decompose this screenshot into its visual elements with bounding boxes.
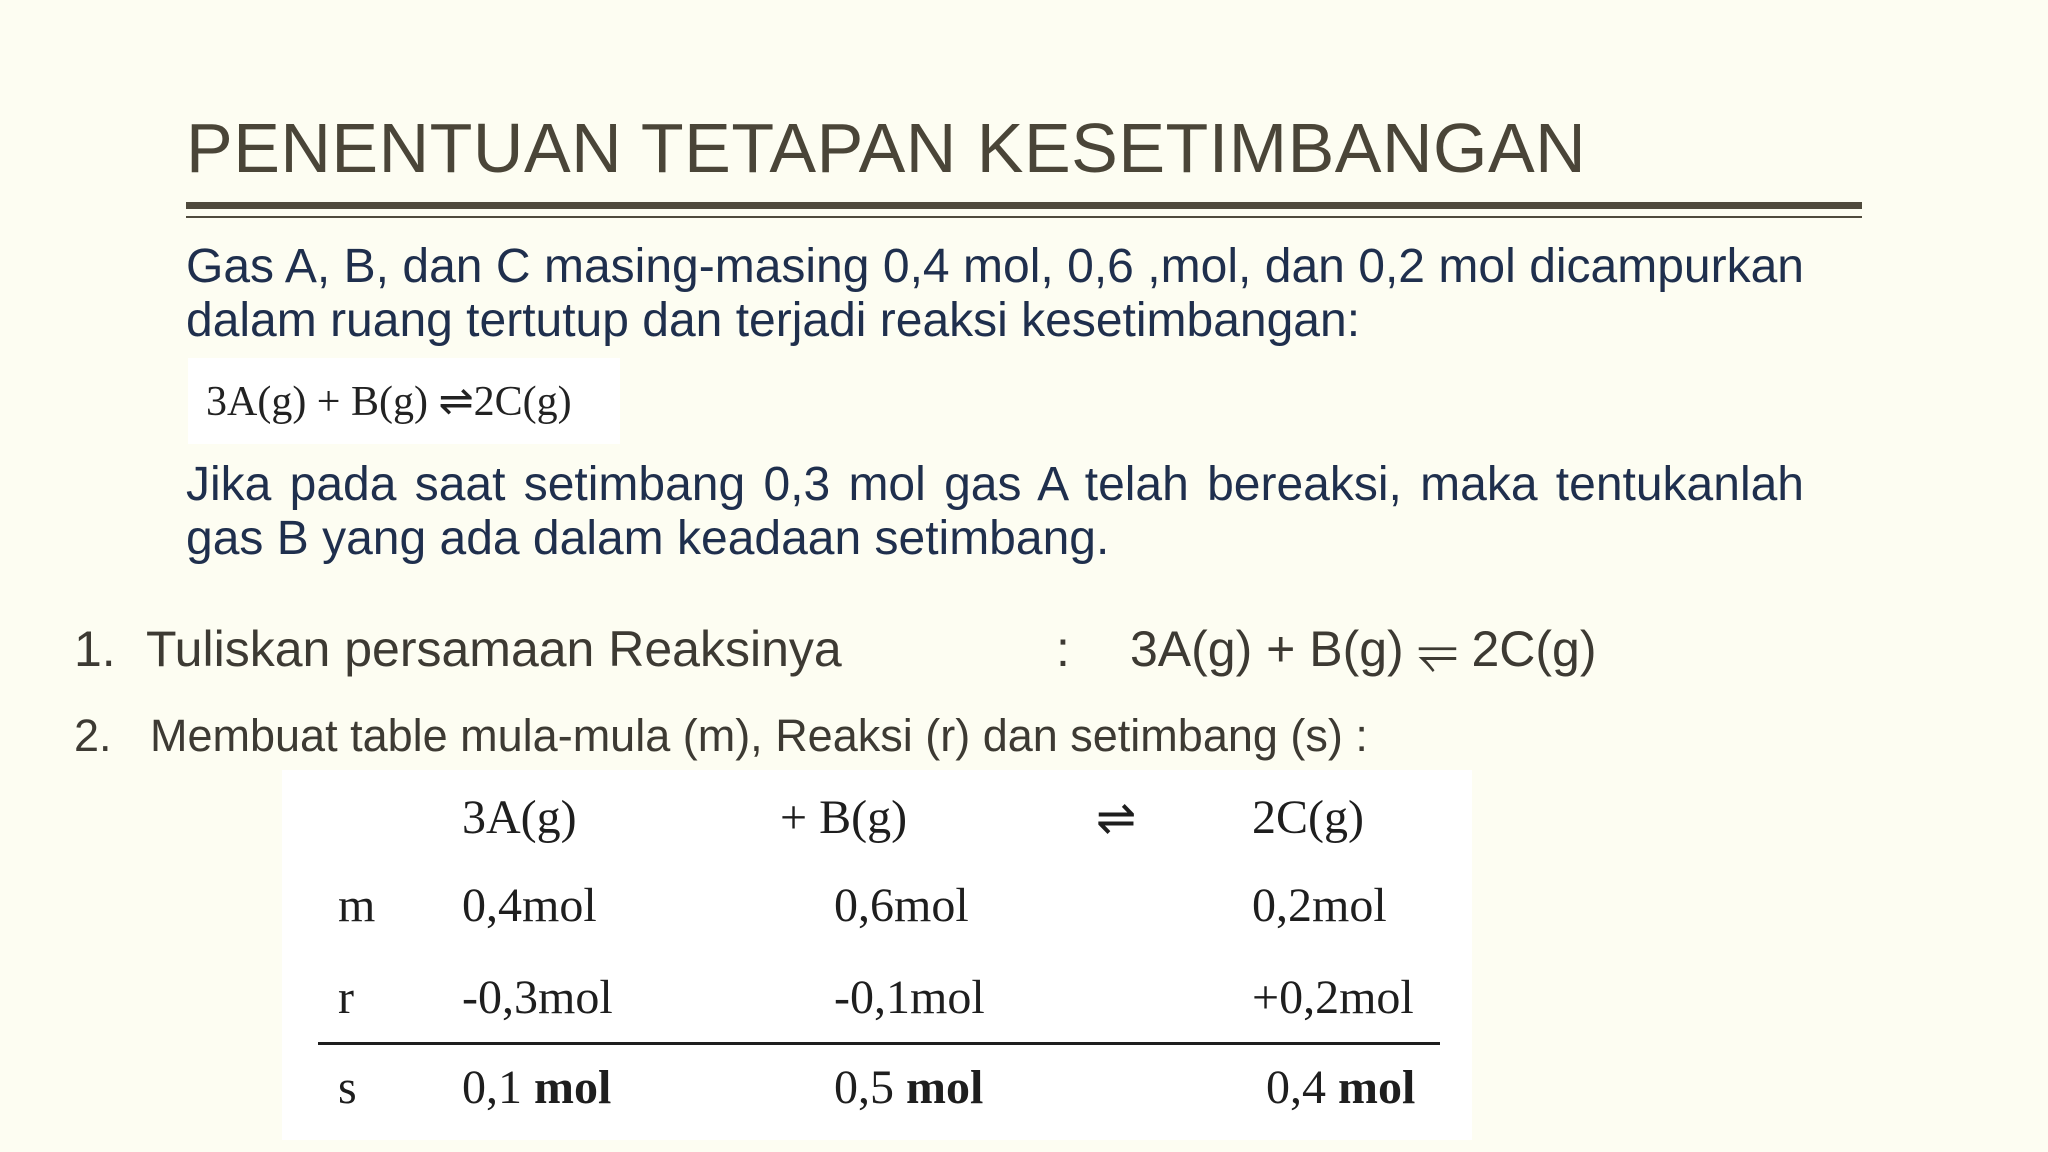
table-cell-r-c: +0,2mol [1252, 971, 1414, 1024]
equation-image [188, 358, 620, 444]
table-cell-s-a [462, 1060, 611, 1115]
step-2-number: 2. [74, 710, 112, 761]
step-1-number: 1. [74, 621, 116, 677]
table-header-c: 2C(g) [1252, 791, 1364, 844]
table-row-label-m: m [338, 879, 376, 932]
table-row-label-s: s [338, 1061, 357, 1114]
table-cell-m-b: 0,6mol [834, 879, 969, 932]
table-cell-m-a: 0,4mol [462, 879, 597, 932]
equation-text: 3A(g) + B(g) ⇌2C(g) [206, 379, 572, 425]
problem-paragraph-2: Jika pada saat setimbang 0,3 mol gas A telah bereaksi, maka tentukanlah gas B yang ada dalam keadaan setimbang. [186, 458, 1804, 565]
title-underline-thin [186, 216, 1862, 218]
table-cell-r-a: -0,3mol [462, 971, 613, 1024]
table-cell-s-b [834, 1060, 983, 1115]
table-cell-s-b-unit: mol [906, 1061, 984, 1114]
table-cell-s-b-number: 0,5 [834, 1061, 894, 1114]
title-underline-thick [186, 202, 1862, 209]
table-sum-line [318, 1042, 1440, 1045]
step-2-text: Membuat table mula-mula (m), Reaksi (r) dan setimbang (s) : [150, 710, 1368, 761]
table-header-arrow: ⇌ [1096, 792, 1137, 845]
table-cell-s-a-number: 0,1 [462, 1061, 522, 1114]
step-1-separator: : [1056, 621, 1070, 677]
table-header-b: + B(g) [780, 791, 908, 844]
problem-paragraph-1: Gas A, B, dan C masing-masing 0,4 mol, 0,6 ,mol, dan 0,2 mol dicampurkan dalam ruang tertutup dan terjadi reaksi kesetimbangan: [186, 240, 1804, 347]
step-1-text: Tuliskan persamaan Reaksinya [146, 621, 842, 677]
table-row-label-r: r [338, 971, 354, 1024]
table-cell-s-a-unit: mol [534, 1061, 612, 1114]
step-1-equation: 3A(g) + B(g) ⥫ 2C(g) [1130, 621, 1597, 677]
reaction-table [282, 770, 1472, 1140]
table-cell-s-c-unit: mol [1338, 1061, 1416, 1114]
table-cell-r-b: -0,1mol [834, 971, 985, 1024]
slide-title: PENENTUAN TETAPAN KESETIMBANGAN [186, 109, 1587, 187]
table-cell-s-c [1266, 1060, 1415, 1115]
table-cell-s-c-number: 0,4 [1266, 1061, 1326, 1114]
table-header-a: 3A(g) [462, 791, 577, 844]
table-cell-m-c: 0,2mol [1252, 879, 1387, 932]
